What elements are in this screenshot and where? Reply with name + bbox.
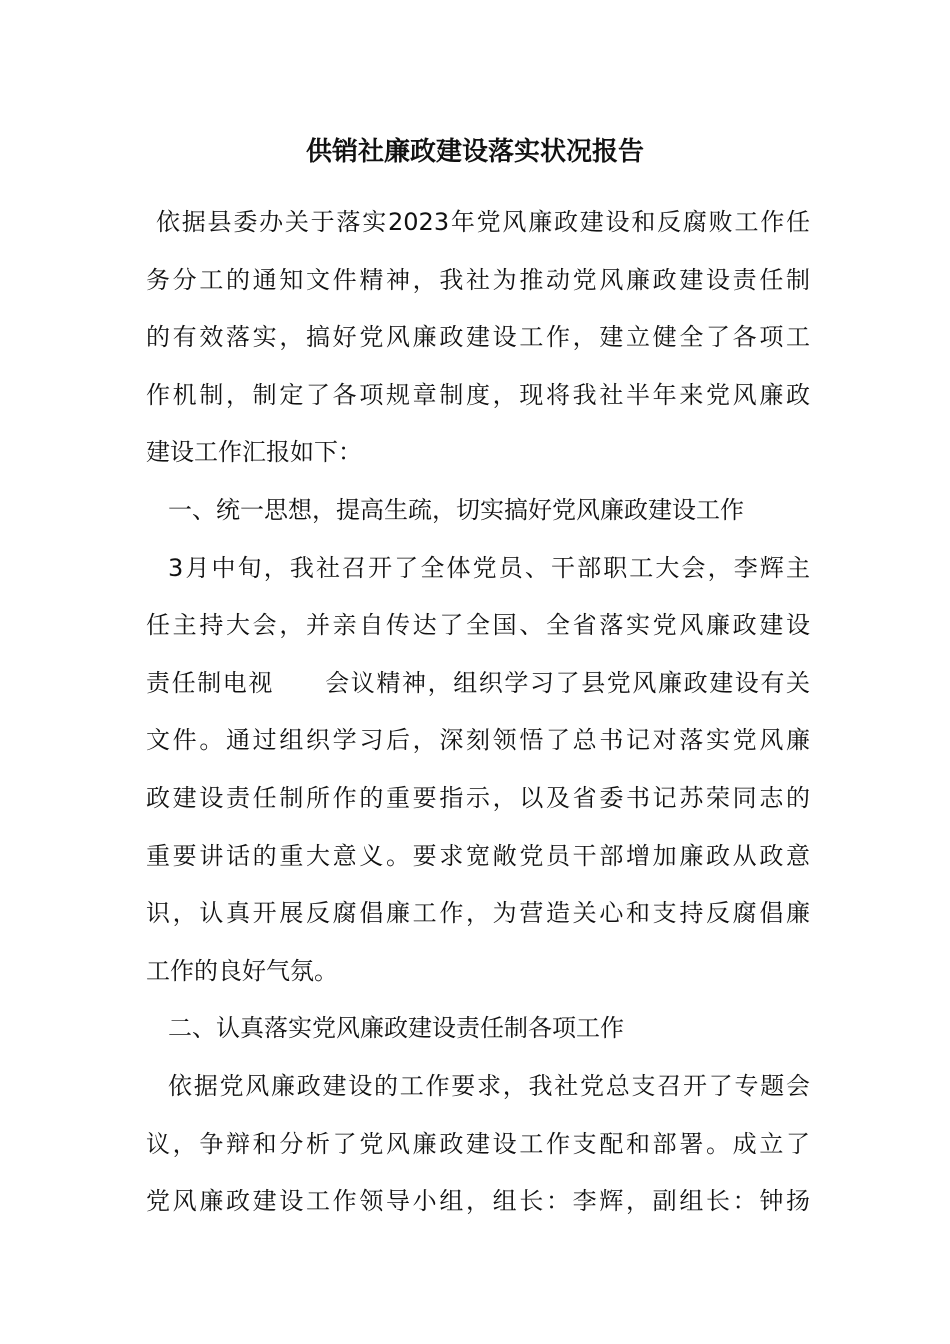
paragraph-line: 依据党风廉政建设的工作要求，我社党总支召开了专题会 xyxy=(168,1071,810,1100)
document-body xyxy=(146,194,810,1231)
paragraph-line: 重要讲话的重大意义。要求宽敞党员干部增加廉政从政意 xyxy=(146,841,810,870)
paragraph-line: 依据县委办关于落实2023年党风廉政建设和反腐败工作任 xyxy=(156,208,810,236)
section-heading-2: 二、认真落实党风廉政建设责任制各项工作 xyxy=(168,1014,624,1043)
paragraph-line: 文件。通过组织学习后，深刻领悟了总书记对落实党风廉 xyxy=(146,726,810,755)
paragraph-line: 的有效落实，搞好党风廉政建设工作，建立健全了各项工 xyxy=(146,323,810,352)
paragraph-line: 工作的良好气氛。 xyxy=(146,956,338,985)
section-heading-1: 一、统一思想，提高生疏，切实搞好党风廉政建设工作 xyxy=(168,495,744,524)
paragraph-line: 作机制，制定了各项规章制度，现将我社半年来党风廉政 xyxy=(146,380,810,409)
paragraph-line: 3月中旬，我社召开了全体党员、干部职工大会，李辉主 xyxy=(168,553,810,582)
paragraph-line: 党风廉政建设工作领导小组，组长：李辉，副组长：钟扬 xyxy=(146,1187,810,1216)
paragraph-line: 建设工作汇报如下： xyxy=(146,438,362,467)
paragraph-line: 任主持大会，并亲自传达了全国、全省落实党风廉政建设 xyxy=(146,611,810,640)
document-title: 供销社廉政建设落实状况报告 xyxy=(305,137,644,167)
paragraph-line: 政建设责任制所作的重要指示，以及省委书记苏荣同志的 xyxy=(146,783,810,812)
paragraph-line: 务分工的通知文件精神，我社为推动党风廉政建设责任制 xyxy=(146,265,810,294)
paragraph-line: 议，争辩和分析了党风廉政建设工作支配和部署。成立了 xyxy=(146,1129,810,1158)
paragraph-line: 识，认真开展反腐倡廉工作，为营造关心和支持反腐倡廉 xyxy=(146,899,810,928)
paragraph-line: 责任制电视 会议精神，组织学习了县党风廉政建设有关 xyxy=(146,668,810,697)
